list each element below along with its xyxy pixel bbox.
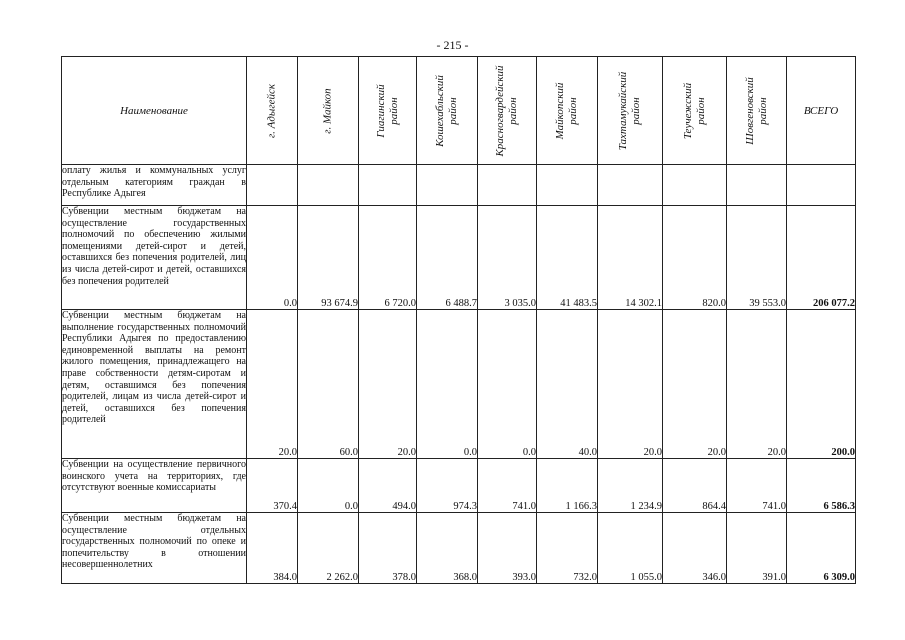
table-row <box>62 206 856 310</box>
row-value: 741.0 <box>478 459 537 513</box>
row-name: оплату жилья и коммунальных услуг отдельным категориям граждан в Республике Адыгея <box>62 165 247 206</box>
row-value: 0.0 <box>298 459 359 513</box>
row-total: 206 077.2 <box>787 206 856 310</box>
row-value <box>537 165 598 206</box>
row-value <box>727 165 787 206</box>
row-name: Субвенции местным бюджетам на выполнение государственных полномочий Республики Адыгея по предоставлению единовременной выплаты на ремонт жилого помещения, принадлежащего на праве собственности детям-сиротам и детям, оставшимся без попечения родителей, лицам из числа детей-сирот и детей, оставшихся без попечения родителей <box>62 310 247 459</box>
header-total: ВСЕГО <box>787 57 856 165</box>
row-value: 60.0 <box>298 310 359 459</box>
row-value: 93 674.9 <box>298 206 359 310</box>
row-value: 1 055.0 <box>598 513 663 584</box>
row-value: 20.0 <box>663 310 727 459</box>
row-name: Субвенции местным бюджетам на осуществление государственных полномочий по обеспечению жилыми помещениями детей-сирот и детей, оставшихся без попечения родителей, лиц из числа детей-сирот и детей, оставшихся без попечения родителей <box>62 206 247 310</box>
row-value: 820.0 <box>663 206 727 310</box>
row-value: 741.0 <box>727 459 787 513</box>
row-value: 494.0 <box>359 459 417 513</box>
table-row <box>62 165 856 206</box>
row-value: 2 262.0 <box>298 513 359 584</box>
row-value <box>598 165 663 206</box>
header-giaginsky: Гиагинский район <box>359 57 417 165</box>
header-row <box>62 57 856 165</box>
row-value <box>663 165 727 206</box>
row-value <box>359 165 417 206</box>
row-value: 368.0 <box>417 513 478 584</box>
row-value: 6 488.7 <box>417 206 478 310</box>
table-row <box>62 310 856 459</box>
header-adygeysk: г. Адыгейск <box>247 57 298 165</box>
row-value: 391.0 <box>727 513 787 584</box>
row-value: 346.0 <box>663 513 727 584</box>
row-value: 41 483.5 <box>537 206 598 310</box>
row-total <box>787 165 856 206</box>
row-value: 1 234.9 <box>598 459 663 513</box>
row-value: 6 720.0 <box>359 206 417 310</box>
row-value <box>247 165 298 206</box>
row-value: 370.4 <box>247 459 298 513</box>
table-row <box>62 459 856 513</box>
row-value: 393.0 <box>478 513 537 584</box>
budget-table <box>61 56 856 584</box>
row-value: 20.0 <box>247 310 298 459</box>
row-value: 39 553.0 <box>727 206 787 310</box>
row-value: 0.0 <box>247 206 298 310</box>
header-teuchezhsky: Теучежский район <box>663 57 727 165</box>
row-value: 20.0 <box>359 310 417 459</box>
header-koshekhablsky: Кошехабльский район <box>417 57 478 165</box>
row-value: 864.4 <box>663 459 727 513</box>
row-total: 6 586.3 <box>787 459 856 513</box>
row-value: 378.0 <box>359 513 417 584</box>
row-name: Субвенции на осуществление первичного воинского учета на территориях, где отсутствуют военные комиссариаты <box>62 459 247 513</box>
row-total: 200.0 <box>787 310 856 459</box>
row-value: 732.0 <box>537 513 598 584</box>
row-value: 0.0 <box>417 310 478 459</box>
header-name: Наименование <box>62 57 247 165</box>
row-value: 20.0 <box>727 310 787 459</box>
row-total: 6 309.0 <box>787 513 856 584</box>
header-takhtamukaysky: Тахтамукайский район <box>598 57 663 165</box>
row-value <box>417 165 478 206</box>
row-value: 1 166.3 <box>537 459 598 513</box>
header-maykop-city: г. Майкоп <box>298 57 359 165</box>
row-value: 40.0 <box>537 310 598 459</box>
header-krasnogvardeysky: Красногвардейский район <box>478 57 537 165</box>
row-value: 20.0 <box>598 310 663 459</box>
header-maykopsky: Майкопский район <box>537 57 598 165</box>
row-value: 974.3 <box>417 459 478 513</box>
row-value <box>298 165 359 206</box>
row-value: 3 035.0 <box>478 206 537 310</box>
row-value: 14 302.1 <box>598 206 663 310</box>
row-value <box>478 165 537 206</box>
row-value: 0.0 <box>478 310 537 459</box>
page-number: - 215 - <box>436 38 469 52</box>
table-row <box>62 513 856 584</box>
row-value: 384.0 <box>247 513 298 584</box>
row-name: Субвенции местным бюджетам на осуществление отдельных государственных полномочий по опеке и попечительству в отношении несовершеннолетних <box>62 513 247 584</box>
header-shovgenovsky: Шовгеновский район <box>727 57 787 165</box>
